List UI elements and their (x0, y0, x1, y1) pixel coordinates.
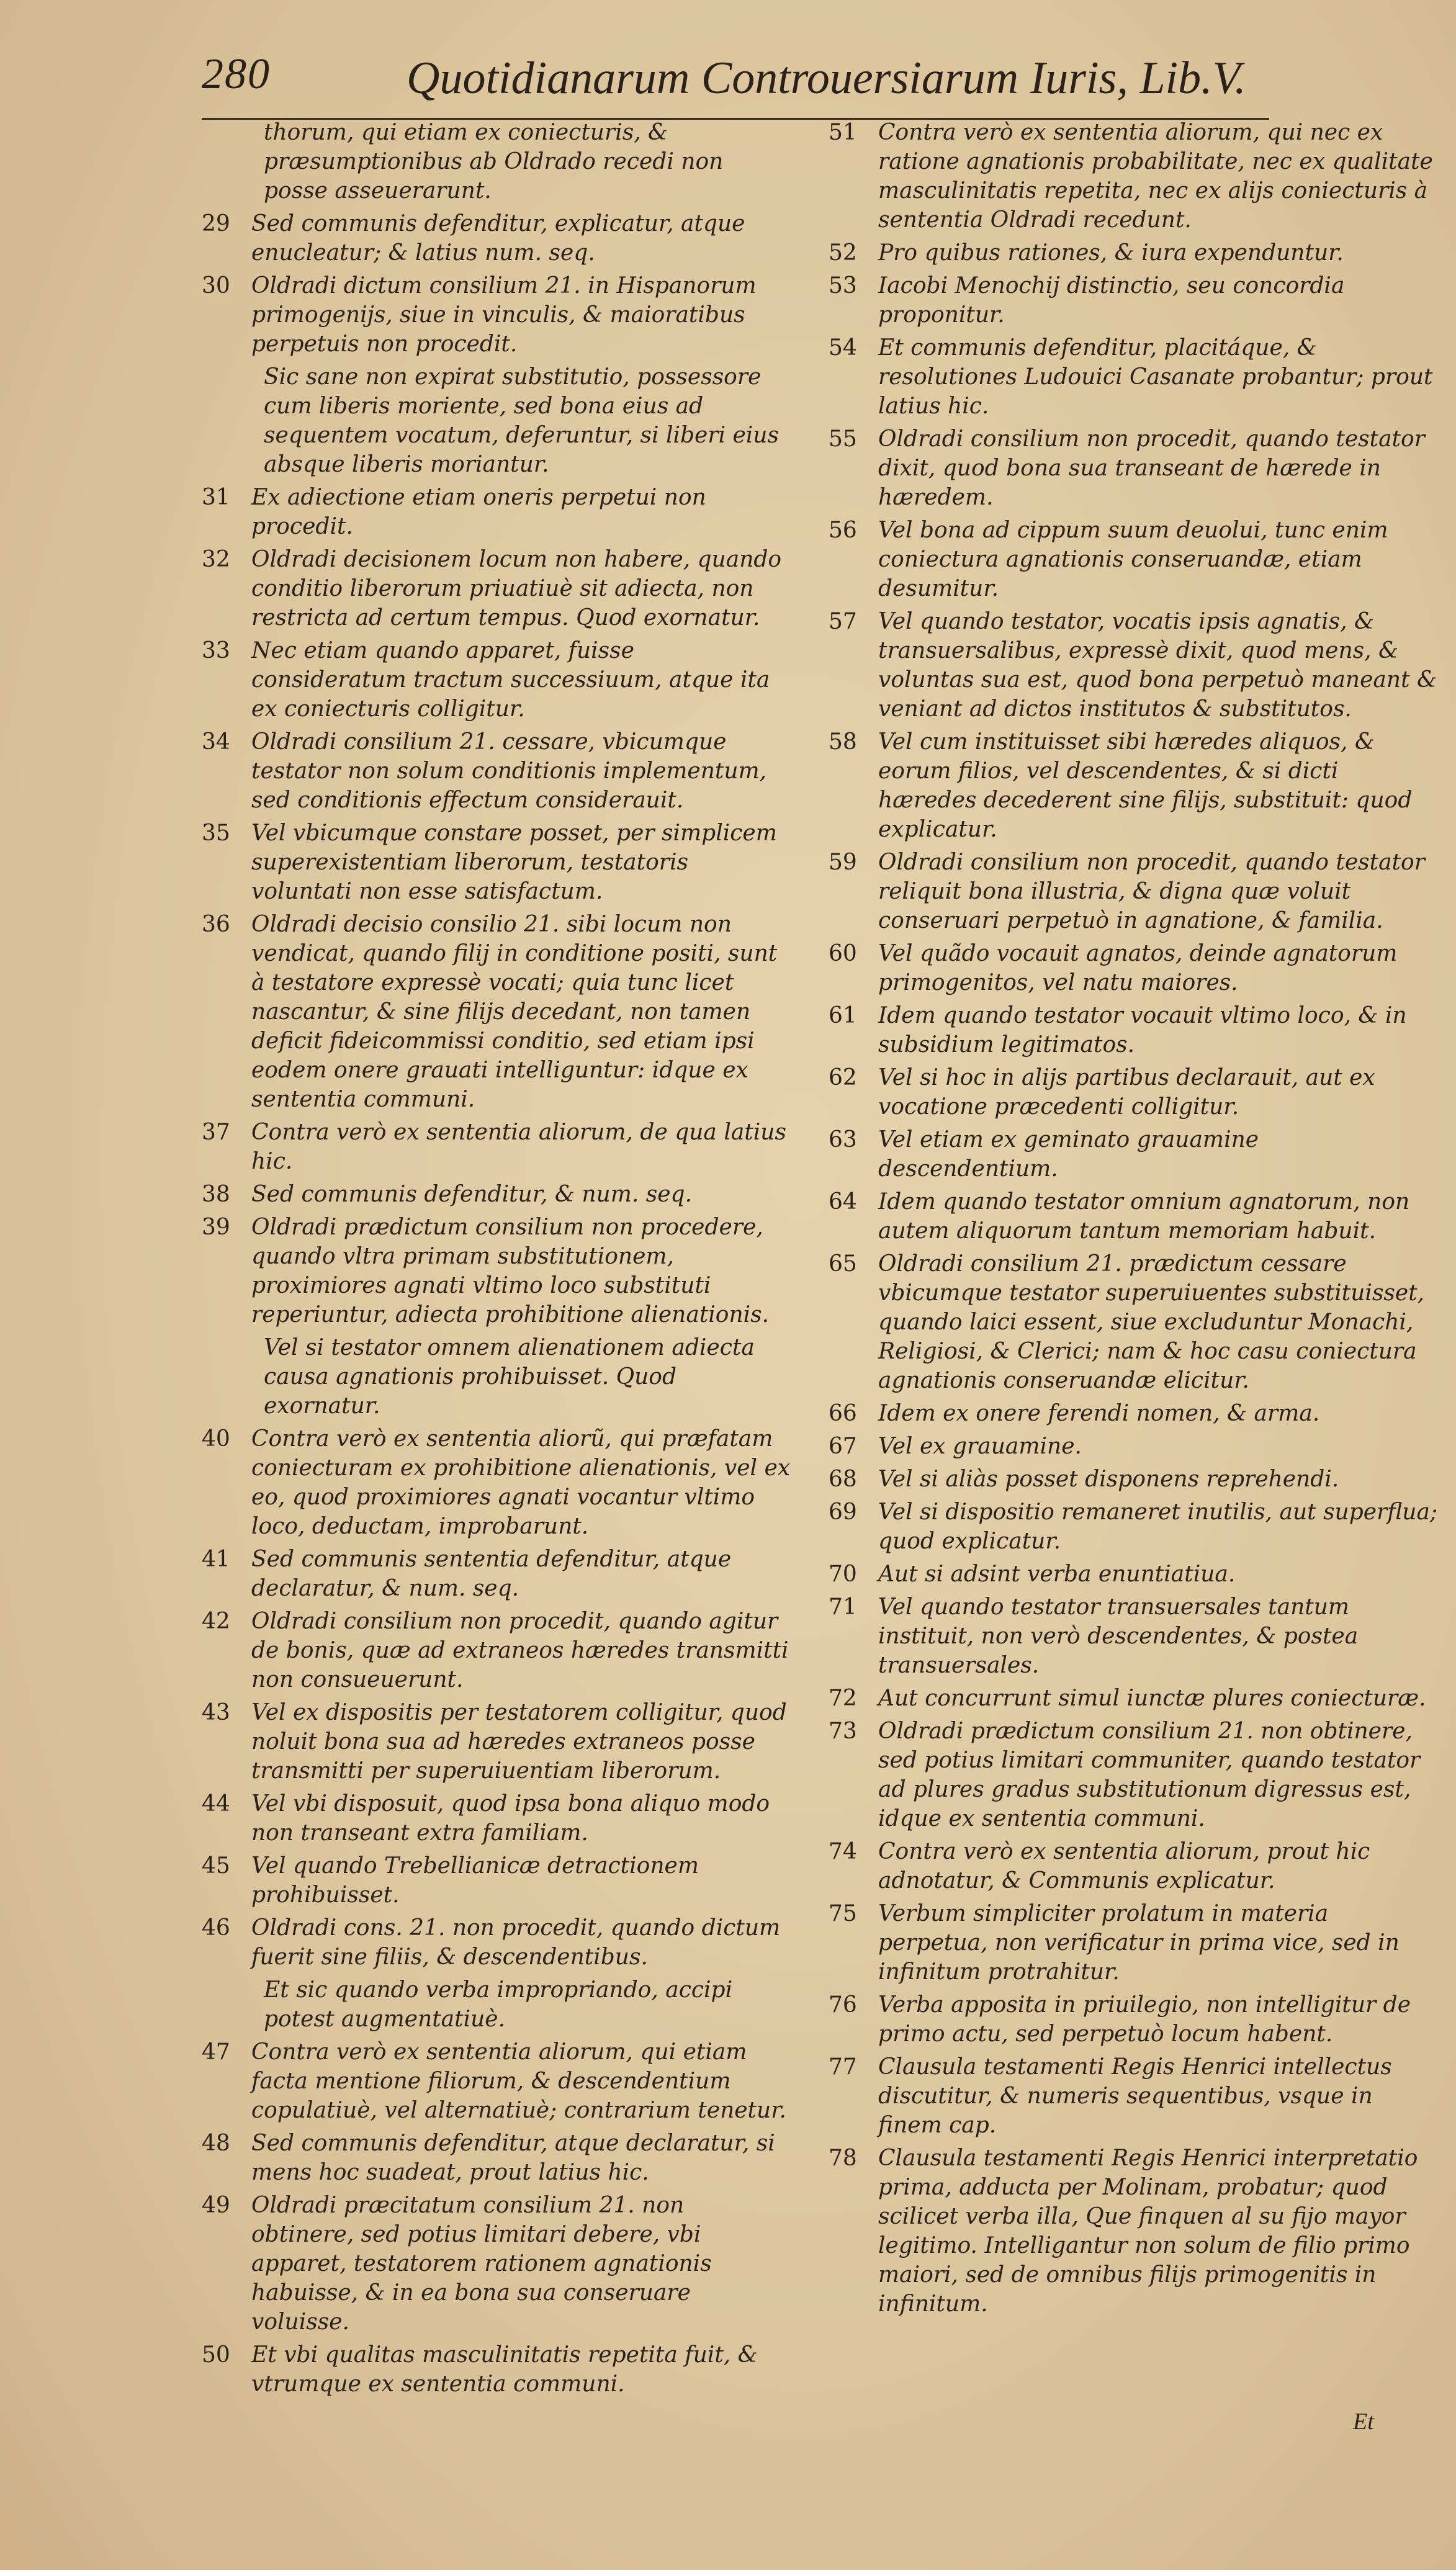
summary-entry (829, 1899, 1443, 1987)
summary-entry (202, 118, 791, 205)
summary-entry (202, 1851, 791, 1910)
entry-text: Contra verò ex sententia aliorum, qui etiam facta mentione filiorum, & descendentium copulatiuè, vel alternatiuè; contrarium tenetur. (251, 2039, 786, 2123)
entry-number: 53 (829, 273, 857, 299)
entry-number: 48 (202, 2131, 230, 2156)
entry-number: 76 (829, 1992, 857, 2018)
page-number: 280 (202, 50, 271, 98)
catchword: Et (1353, 2409, 1374, 2435)
entry-number: 61 (829, 1003, 857, 1028)
summary-entry (829, 848, 1443, 935)
entry-number: 46 (202, 1915, 230, 1941)
entry-text: Nec etiam quando apparet, fuisse consideratum tractum successiuum, atque ita ex coniecturis colligitur. (251, 638, 770, 722)
entry-text: Idem quando testator omnium agnatorum, non autem aliquorum tantum memoriam habuit. (878, 1189, 1410, 1244)
summary-entry (829, 1249, 1443, 1395)
entry-number: 59 (829, 850, 857, 875)
entry-text: thorum, qui etiam ex coniecturis, & præsumptionibus ab Oldrado recedi non posse asseuerarunt. (264, 120, 724, 204)
page-header (202, 50, 1269, 120)
summary-entry (202, 1913, 791, 1972)
summary-entry (202, 1118, 791, 1176)
summary-entry (829, 333, 1443, 421)
summary-entry (829, 118, 1443, 235)
entry-number: 68 (829, 1467, 857, 1492)
entry-number: 42 (202, 1609, 230, 1634)
entry-number: 58 (829, 729, 857, 755)
entry-text: Vel ex grauamine. (878, 1434, 1082, 1459)
entry-number: 62 (829, 1065, 857, 1090)
entry-text: Verbum simpliciter prolatum in materia perpetua, non verificatur in prima vice, sed in infinitum protrahitur. (878, 1901, 1400, 1985)
entry-text: Ex adiectione etiam oneris perpetui non procedit. (251, 485, 706, 539)
summary-entry (202, 2129, 791, 2187)
summary-entry (202, 1545, 791, 1603)
summary-entry (829, 238, 1443, 267)
entry-text: Contra verò ex sententia aliorum, qui nec ex ratione agnationis probabilitate, nec ex qualitate masculinitatis repetita, nec ex alijs coniecturis à sententia Oldradi recedunt. (878, 120, 1433, 233)
entry-text: Vel quando testator, vocatis ipsis agnatis, & transuersalibus, expressè dixit, quod mens, & voluntas sua est, quod bona perpetuò maneant & veniant ad dictos institutos & substitutos. (878, 609, 1437, 722)
summary-entry (202, 819, 791, 906)
summary-entry (829, 1187, 1443, 1246)
summary-entry (202, 636, 791, 724)
entry-text: Contra verò ex sententia aliorũ, qui præfatam coniecturam ex prohibitione alienationis, vel ex eo, quod proximiores agnati vocantur vltimo loco, deductam, improbarunt. (251, 1426, 791, 1539)
summary-entry (829, 607, 1443, 724)
entry-number: 70 (829, 1561, 857, 1587)
summary-entry (202, 2191, 791, 2337)
summary-entry (202, 1213, 791, 1329)
entry-text: Et vbi qualitas masculinitatis repetita fuit, & vtrumque ex sententia communi. (251, 2342, 758, 2397)
summary-entry (202, 209, 791, 267)
summary-entry (829, 2144, 1443, 2319)
entry-number: 52 (829, 240, 857, 266)
entry-text: Et sic quando verba impropriando, accipi potest augmentatiuè. (264, 1977, 733, 2032)
summary-entry (202, 483, 791, 541)
entry-text: Idem ex onere ferendi nomen, & arma. (878, 1401, 1320, 1426)
entry-text: Oldradi decisio consilio 21. sibi locum non vendicat, quando filij in conditione positi, sunt à testatore expressè vocati; quia tunc licet nascantur, & sine filijs decedant, non tamen deficit fideicommissi conditio, sed etiam ipsi eodem onere grauati intelliguntur: idque ex sententia communi. (251, 912, 778, 1112)
summary-entry (202, 362, 791, 479)
entry-text: Oldradi consilium 21. cessare, vbicumque testator non solum conditionis implementum, sed conditionis effectum considerauit. (251, 729, 767, 813)
entry-text: Oldradi consilium non procedit, quando testator reliquit bona illustria, & digna quæ voluit conseruari perpetuò in agnatione, & familia. (878, 850, 1425, 933)
entry-text: Vel vbi disposuit, quod ipsa bona aliquo modo non transeant extra familiam. (251, 1791, 770, 1846)
summary-entry (829, 727, 1443, 844)
entry-number: 57 (829, 609, 857, 634)
entry-text: Et communis defenditur, placitáque, & resolutiones Ludouici Casanate probantur; prout latius hic. (878, 335, 1433, 419)
entry-text: Vel vbicumque constare posset, per simplicem superexistentiam liberorum, testatoris voluntati non esse satisfactum. (251, 820, 777, 904)
summary-entry (202, 1698, 791, 1786)
entry-number: 71 (829, 1594, 857, 1620)
entry-number: 51 (829, 120, 857, 145)
entry-number: 60 (829, 941, 857, 966)
entry-number: 40 (202, 1426, 230, 1452)
entry-text: Oldradi præcitatum consilium 21. non obtinere, sed potius limitari debere, vbi apparet, testatorem rationem agnationis habuisse, & in ea bona sua conseruare voluisse. (251, 2193, 712, 2335)
summary-entry (202, 2340, 791, 2399)
entry-text: Vel quãdo vocauit agnatos, deinde agnatorum primogenitos, vel natu maiores. (878, 941, 1398, 995)
summary-entry (202, 545, 791, 632)
entry-number: 36 (202, 912, 230, 937)
entry-text: Clausula testamenti Regis Henrici intellectus discutitur, & numeris sequentibus, vsque in finem cap. (878, 2054, 1392, 2138)
summary-entry (829, 271, 1443, 330)
summary-entry (202, 1333, 791, 1421)
entry-text: Vel bona ad cippum suum deuolui, tunc enim coniectura agnationis conseruandæ, etiam desumitur. (878, 518, 1388, 601)
entry-text: Clausula testamenti Regis Henrici interpretatio prima, adducta per Molinam, probatur; quod scilicet verba illa, Que finquen al su fijo mayor legitimo. Intelligantur non solum de filio primo maiori, sed de omnibus filijs primogenitis in infinitum. (878, 2145, 1418, 2317)
summary-entry (202, 1789, 791, 1848)
entry-text: Vel si dispositio remaneret inutilis, aut superflua; quod explicatur. (878, 1499, 1438, 1554)
summary-entry (829, 425, 1443, 512)
entry-text: Aut si adsint verba enuntiatiua. (878, 1561, 1236, 1587)
summary-entry (829, 1593, 1443, 1680)
entry-number: 75 (829, 1901, 857, 1926)
entry-number: 30 (202, 273, 230, 299)
summary-entry (829, 1990, 1443, 2049)
summary-entry (202, 271, 791, 359)
entry-number: 49 (202, 2193, 230, 2218)
entry-text: Sed communis defenditur, & num. seq. (251, 1182, 693, 1207)
entry-text: Sed communis defenditur, explicatur, atque enucleatur; & latius num. seq. (251, 211, 745, 266)
summary-entry (829, 939, 1443, 997)
entry-number: 74 (829, 1839, 857, 1864)
summary-entry (202, 727, 791, 815)
entry-text: Vel cum instituisset sibi hæredes aliquos, & eorum filios, vel descendentes, & si dicti hæredes decederent sine filijs, substituit: quod explicatur. (878, 729, 1413, 842)
entry-number: 56 (829, 518, 857, 543)
entry-text: Oldradi prædictum consilium non procedere, quando vltra primam substitutionem, proximiores agnati vltimo loco substituti reperiuntur, adiecta prohibitione alienationis. (251, 1215, 770, 1328)
summary-entry (829, 2052, 1443, 2140)
entry-text: Oldradi consilium 21. prædictum cessare vbicumque testator superuiuentes substituisset, quando laici essent, siue excluduntur Monachi, Religiosi, & Clerici; nam & hoc casu coniectura agnationis conseruandæ elicitur. (878, 1251, 1425, 1393)
summary-entry (829, 1125, 1443, 1184)
summary-entry (202, 910, 791, 1114)
entry-text: Vel si hoc in alijs partibus declarauit, aut ex vocatione præcedenti colligitur. (878, 1065, 1375, 1120)
entry-number: 29 (202, 211, 230, 236)
entry-number: 38 (202, 1182, 230, 1207)
entry-text: Oldradi consilium non procedit, quando agitur de bonis, quæ ad extraneos hæredes transmitti non consueuerunt. (251, 1609, 789, 1692)
entry-number: 35 (202, 820, 230, 846)
entry-text: Oldradi consilium non procedit, quando testator dixit, quod bona sua transeant de hærede in hæredem. (878, 426, 1425, 510)
entry-text: Oldradi decisionem locum non habere, quando conditio liberorum priuatiuè sit adiecta, non restricta ad certum tempus. Quod exornatur. (251, 547, 782, 631)
entry-text: Sed communis sententia defenditur, atque declaratur, & num. seq. (251, 1547, 732, 1601)
left-column (202, 118, 791, 2402)
summary-entry (829, 1684, 1443, 1713)
summary-entry (202, 2038, 791, 2125)
summary-entry (829, 1465, 1443, 1494)
entry-text: Vel quando testator transuersales tantum instituit, non verò descendentes, & postea transuersales. (878, 1594, 1359, 1678)
entry-number: 34 (202, 729, 230, 755)
entry-number: 33 (202, 638, 230, 663)
summary-entry (202, 1424, 791, 1541)
summary-entry (829, 1560, 1443, 1589)
entry-number: 37 (202, 1120, 230, 1145)
entry-number: 50 (202, 2342, 230, 2368)
summary-entry (829, 1063, 1443, 1121)
entry-text: Oldradi dictum consilium 21. in Hispanorum primogenijs, siue in vinculis, & maioratibus perpetuis non procedit. (251, 273, 757, 357)
entry-text: Oldradi cons. 21. non procedit, quando dictum fuerit sine filiis, & descendentibus. (251, 1915, 781, 1970)
entry-text: Contra verò ex sententia aliorum, de qua latius hic. (251, 1120, 786, 1174)
entry-text: Vel etiam ex geminato grauamine descendentium. (878, 1127, 1259, 1182)
summary-entry (202, 1975, 791, 2034)
entry-number: 65 (829, 1251, 857, 1277)
right-column (829, 118, 1443, 2322)
summary-entry (829, 1837, 1443, 1895)
entry-number: 63 (829, 1127, 857, 1152)
entry-number: 78 (829, 2145, 857, 2171)
summary-entry (829, 1432, 1443, 1461)
entry-text: Iacobi Menochij distinctio, seu concordia proponitur. (878, 273, 1345, 328)
entry-text: Vel si testator omnem alienationem adiecta causa agnationis prohibuisset. Quod exornatur. (264, 1335, 755, 1419)
summary-entry (829, 1399, 1443, 1428)
summary-entry (829, 516, 1443, 603)
entry-number: 47 (202, 2039, 230, 2065)
entry-text: Pro quibus rationes, & iura expenduntur. (878, 240, 1344, 266)
entry-number: 77 (829, 2054, 857, 2080)
summary-entry (829, 1717, 1443, 1833)
entry-text: Idem quando testator vocauit vltimo loco, & in subsidium legitimatos. (878, 1003, 1407, 1058)
entry-number: 73 (829, 1719, 857, 1744)
entry-number: 31 (202, 485, 230, 510)
entry-text: Vel si aliàs posset disponens reprehendi. (878, 1467, 1339, 1492)
entry-text: Oldradi prædictum consilium 21. non obtinere, sed potius limitari communiter, quando testator ad plures gradus substitutionum digressus est, idque ex sententia communi. (878, 1719, 1421, 1831)
entry-number: 45 (202, 1853, 230, 1879)
entry-text: Sic sane non expirat substitutio, possessore cum liberis moriente, sed bona eius ad sequentem vocatum, deferuntur, si liberi eius absque liberis moriantur. (264, 364, 779, 477)
entry-number: 54 (829, 335, 857, 361)
entry-number: 55 (829, 426, 857, 452)
entry-text: Verba apposita in priuilegio, non intelligitur de primo actu, sed perpetuò locum habent. (878, 1992, 1411, 2047)
entry-number: 32 (202, 547, 230, 572)
entry-text: Aut concurrunt simul iunctæ plures coniecturæ. (878, 1686, 1426, 1711)
summary-entry (829, 1001, 1443, 1059)
summary-entry (202, 1180, 791, 1209)
entry-number: 41 (202, 1547, 230, 1572)
entry-number: 69 (829, 1499, 857, 1525)
entry-number: 64 (829, 1189, 857, 1215)
running-title: Quotidianarum Controuersiarum Iuris, Lib.V. (407, 53, 1246, 104)
entry-number: 39 (202, 1215, 230, 1240)
entry-text: Vel quando Trebellianicæ detractionem prohibuisset. (251, 1853, 699, 1908)
entry-number: 67 (829, 1434, 857, 1459)
summary-entry (202, 1607, 791, 1694)
entry-number: 66 (829, 1401, 857, 1426)
entry-number: 43 (202, 1700, 230, 1725)
entry-text: Contra verò ex sententia aliorum, prout hic adnotatur, & Communis explicatur. (878, 1839, 1370, 1894)
entry-text: Vel ex dispositis per testatorem colligitur, quod noluit bona sua ad hæredes extraneos posse transmitti per superuiuentiam liberorum. (251, 1700, 787, 1784)
entry-number: 44 (202, 1791, 230, 1817)
summary-entry (829, 1498, 1443, 1556)
entry-text: Sed communis defenditur, atque declaratur, si mens hoc suadeat, prout latius hic. (251, 2131, 775, 2185)
entry-number: 72 (829, 1686, 857, 1711)
